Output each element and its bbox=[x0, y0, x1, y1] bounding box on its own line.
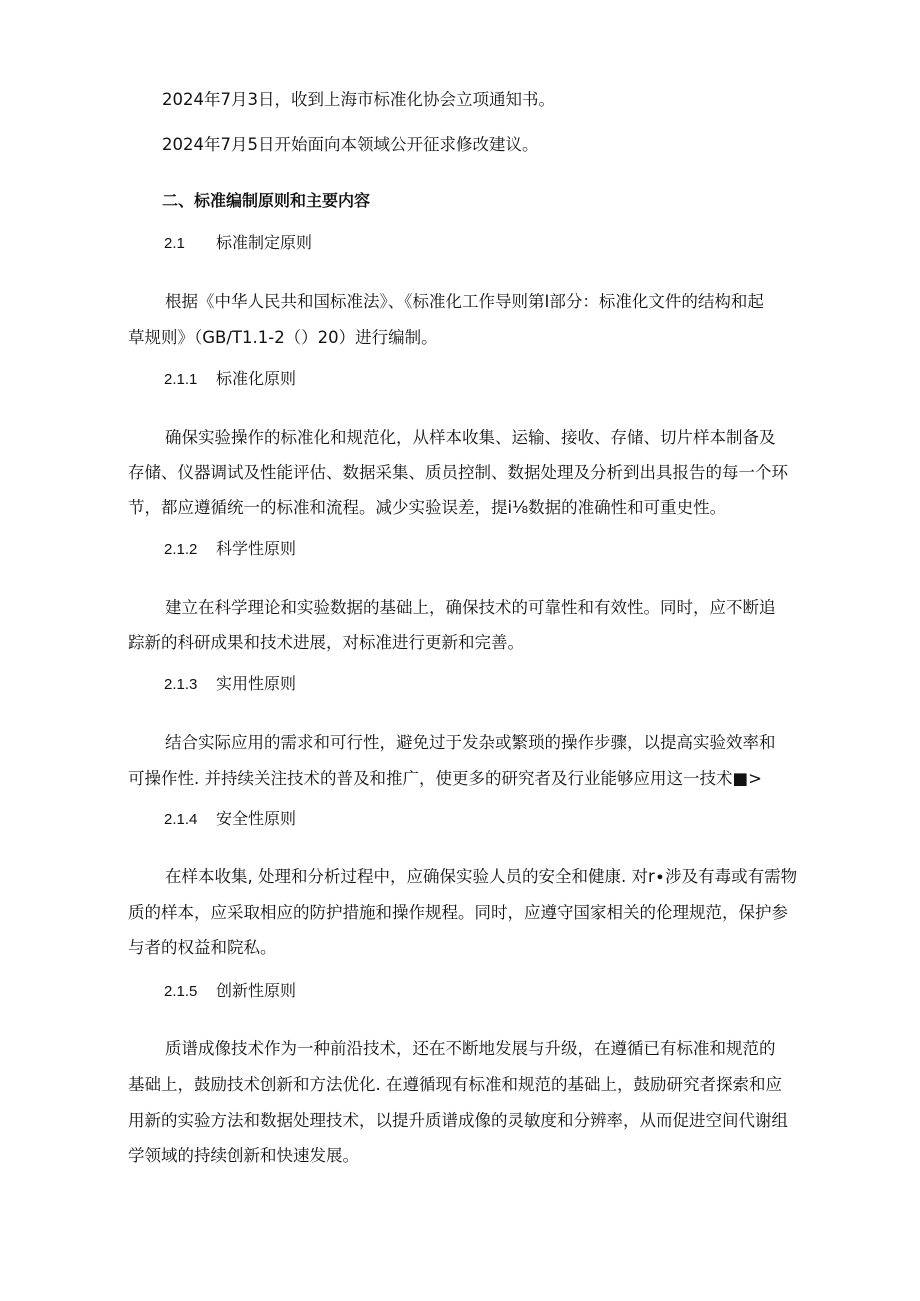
text-line: 可操作性. 并持续关注技术的普及和推广，使更多的研究者及行业能够应用这一技术■> bbox=[128, 769, 762, 788]
text-line: 基础上，鼓励技术创新和方法优化. 在遵循现有标准和规范的基础上，鼓励研究者探索和应 bbox=[128, 1075, 782, 1094]
text-line: 根据《中华人民共和国标准法》、《标准化工作导则第Ⅰ部分：标准化文件的结构和起 bbox=[165, 292, 764, 311]
text-line: 用新的实验方法和数据处理技术，以提升质谱成像的灵敏度和分辨率，从而促进空间代谢组 bbox=[128, 1111, 788, 1130]
subsection-heading bbox=[164, 981, 296, 1002]
section-number: 2.1.2 bbox=[164, 541, 198, 558]
text-line: 质谱成像技术作为一种前沿技术，还在不断地发展与升级，在遵循已有标准和规范的 bbox=[165, 1039, 776, 1058]
section-title: 安全性原则 bbox=[216, 809, 297, 828]
subsection-heading bbox=[164, 539, 296, 560]
text-line: 与者的权益和院私。 bbox=[128, 938, 277, 957]
section-number: 2.1 bbox=[164, 235, 185, 252]
section-number: 2.1.5 bbox=[164, 983, 198, 1000]
subsection-heading bbox=[164, 809, 296, 830]
text-line: 建立在科学理论和实验数据的基础上，确保技术的可靠性和有效性。同时，应不断追 bbox=[165, 598, 776, 617]
subsection-heading bbox=[164, 674, 296, 695]
subsection-heading bbox=[164, 369, 296, 390]
subsection-heading bbox=[164, 233, 312, 254]
section-title: 标准化原则 bbox=[216, 369, 297, 388]
text-line: 在样本收集, 处理和分析过程中，应确保实验人员的安全和健康. 对r∙涉及有毒或有需物 bbox=[165, 867, 798, 886]
text-line: 结合实际应用的需求和可行性，避免过于发杂或繁琐的操作步骤，以提高实验效率和 bbox=[165, 733, 776, 752]
text-line: 草规则》（GB∕T1.1-2（）20）进行编制。 bbox=[128, 328, 438, 347]
section-title: 科学性原则 bbox=[216, 539, 297, 558]
section-number: 2.1.4 bbox=[164, 811, 198, 828]
text-line: 踪新的科研成果和技术进展，对标准进行更新和完善。 bbox=[128, 633, 524, 652]
section-number: 2.1.1 bbox=[164, 371, 198, 388]
text-line: 确保实验操作的标准化和规范化，从样本收集、运输、接收、存储、切片样本制备及 bbox=[165, 428, 776, 447]
section-number: 2.1.3 bbox=[164, 676, 198, 693]
section-title: 创新性原则 bbox=[216, 981, 297, 1000]
text-line: 存储、仪器调试及性能评估、数据采集、质员控制、数据处理及分析到出具报告的每一个环 bbox=[128, 463, 788, 482]
section-title: 实用性原则 bbox=[216, 674, 297, 693]
section-heading: 二、标准编制原则和主要内容 bbox=[162, 191, 371, 210]
text-line: 质的样本，应采取相应的防护措施和操作规程。同时，应遵守国家相关的伦理规范，保护参 bbox=[128, 903, 788, 922]
text-line: 节，都应遵循统一的标准和流程。减少实验误差，提i⅛数据的准确性和可重史性。 bbox=[128, 498, 727, 517]
text-line: 学领域的持续创新和快速发展。 bbox=[128, 1146, 359, 1165]
text-line: 2024年7月3日，收到上海市标准化协会立项通知书。 bbox=[162, 90, 555, 109]
section-title: 标准制定原则 bbox=[216, 233, 313, 252]
text-line: 2024年7月5日开始面向本领域公开征求修改建议。 bbox=[162, 135, 539, 154]
